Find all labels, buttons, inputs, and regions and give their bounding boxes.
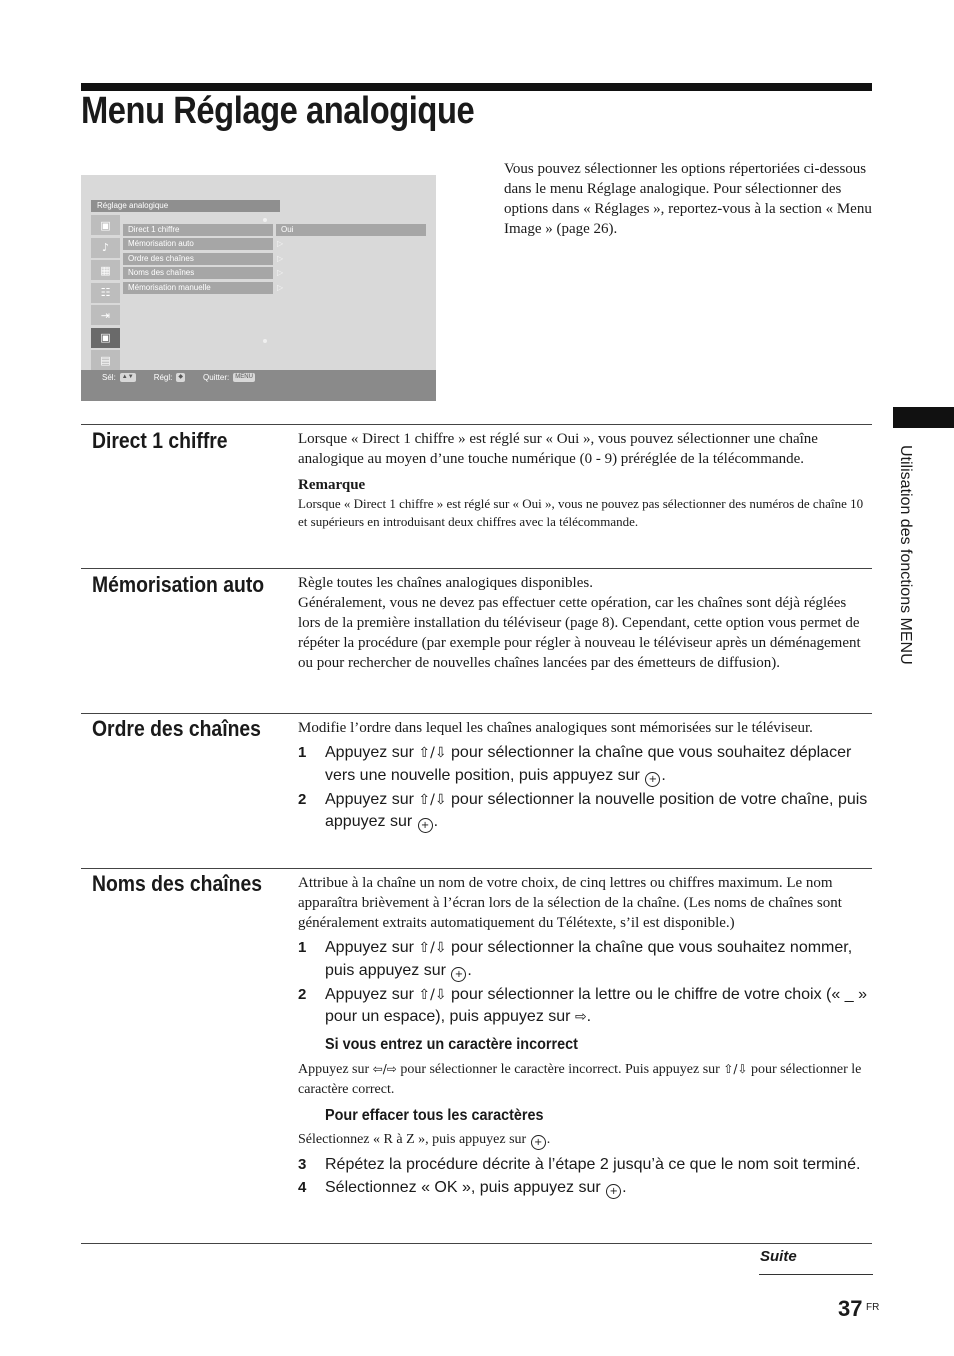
intro-text: Vous pouvez sélectionner les options répertoriées ci-dessous dans le menu Réglage analogique. Pour sélectionner des options dans « Réglages », reportez-vous à la section « Menu Image » (page 26). — [504, 161, 872, 237]
ok-button-icon: + — [418, 818, 433, 833]
ok-key-icon: ◆ — [178, 374, 183, 380]
ok-button-icon: + — [451, 967, 466, 982]
analog-setup-icon: ▣ — [91, 328, 120, 348]
tv-menu-item: Direct 1 chiffre — [123, 224, 273, 236]
right-arrow-icon: ⇨ — [574, 1009, 587, 1025]
section-divider — [81, 1243, 872, 1244]
leftright-arrow-icon: ⇦/⇨ — [372, 1061, 397, 1076]
chevron-right-icon: ▷ — [277, 239, 284, 249]
subtext-erase: Sélectionnez « R à Z », puis appuyez sur + . — [298, 1131, 551, 1148]
updown-arrow-icon: ⇧/⇩ — [418, 986, 447, 1003]
tv-menu-item: Ordre des chaînes ▷ — [123, 253, 273, 265]
section-divider — [81, 424, 872, 425]
updown-arrow-icon: ⇧/⇩ — [418, 791, 447, 808]
tv-menu-item: Mémorisation manuelle ▷ — [123, 282, 273, 294]
setup-icon: ☷ — [91, 283, 120, 303]
section-title-ordre: Ordre des chaînes — [92, 716, 261, 741]
auto-text-1: Règle toutes les chaînes analogiques disponibles. — [298, 575, 593, 591]
picture-icon: ▣ — [91, 215, 120, 235]
updown-arrow-icon: ⇧/⇩ — [418, 745, 447, 761]
updown-key-icon: ▲▼ — [121, 374, 134, 380]
section-body-ordre — [298, 718, 872, 835]
section-divider — [81, 713, 872, 714]
section-body-auto — [298, 573, 872, 673]
step-item: 1 Appuyez sur ⇧/⇩ pour sélectionner la chaîne que vous souhaitez nommer, puis appuyez sur + . — [298, 939, 853, 980]
continued-label: Suite — [760, 1248, 797, 1265]
tv-menu-item: Noms des chaînes ▷ — [123, 267, 273, 279]
subheading-incorrect: Si vous entrez un caractère incorrect — [325, 1035, 578, 1053]
ordre-text: Modifie l’ordre dans lequel les chaînes analogiques sont mémorisées sur le téléviseur. — [298, 720, 813, 736]
digital-setup-icon: ▤ — [91, 350, 120, 370]
section-title-direct: Direct 1 chiffre — [92, 428, 228, 453]
step-item: 1 Appuyez sur ⇧/⇩ pour sélectionner la chaîne que vous souhaitez déplacer vers une nouvelle position, puis appuyez sur + . — [298, 744, 852, 785]
step-item: 2 Appuyez sur ⇧/⇩ pour sélectionner la lettre ou le chiffre de votre choix (« _ » pour un espace), puis appuyez sur ⇨. — [298, 985, 867, 1025]
step-item: 3 Répétez la procédure décrite à l’étape 2 jusqu’à ce que le nom soit terminé. — [298, 1155, 861, 1173]
section-body-direct — [298, 429, 872, 531]
sound-icon: ♪ — [91, 238, 120, 258]
footer-quit-label: Quitter: — [203, 373, 230, 382]
updown-arrow-icon: ⇧/⇩ — [723, 1061, 748, 1076]
step-item: 2 Appuyez sur ⇧/⇩ pour sélectionner la nouvelle position de votre chaîne, puis appuyez sur + . — [298, 790, 868, 831]
noms-text: Attribue à la chaîne un nom de votre choix, de cinq lettres ou chiffres maximum. Le nom apparaîtra brièvement à l’écran lors de la sélection de la chaîne. (Les noms de chaînes sont généralement extraits automatiquement du Télétexte, s’il est disponible.) — [298, 875, 842, 931]
section-body-noms — [298, 873, 872, 1201]
footer-regl-label: Régl: — [153, 373, 173, 382]
page-language: FR — [866, 1302, 880, 1313]
ordre-steps — [298, 742, 872, 833]
updown-arrow-icon: ⇧/⇩ — [418, 940, 447, 956]
ok-button-icon: + — [531, 1135, 546, 1150]
subtext-incorrect: Appuyez sur ⇦/⇨ pour sélectionner le caractère incorrect. Puis appuyez sur ⇧/⇩ pour sélectionner le caractère correct. — [298, 1061, 862, 1097]
tv-menu-footer — [102, 373, 255, 382]
page-title: Menu Réglage analogique — [81, 90, 475, 132]
step-item: 4 Sélectionnez « OK », puis appuyez sur + . — [298, 1179, 627, 1197]
footer-sel-label: Sél: — [102, 373, 116, 382]
direct-text: Lorsque « Direct 1 chiffre » est réglé sur « Oui », vous pouvez sélectionner une chaîne analogique au moyen d’une touche numérique (0 - 9) préréglée de la télécommande. — [298, 431, 818, 467]
tv-menu-screenshot — [81, 175, 436, 401]
section-divider — [81, 868, 872, 869]
side-chapter-label: Utilisation des fonctions MENU — [897, 445, 914, 665]
tv-menu-items — [123, 224, 284, 296]
ok-button-icon: + — [645, 772, 660, 787]
tv-menu-value: Oui — [276, 224, 426, 236]
side-tab-marker — [893, 407, 954, 428]
input-icon: ⇥ — [91, 305, 120, 325]
menu-key: MENU — [235, 374, 253, 380]
tv-menu-icon-column — [91, 215, 120, 373]
features-icon: ▦ — [91, 260, 120, 280]
chevron-right-icon: ▷ — [277, 253, 284, 263]
section-divider — [81, 568, 872, 569]
scroll-down-dot — [263, 339, 267, 343]
chevron-right-icon: ▷ — [277, 282, 284, 292]
subheading-erase: Pour effacer tous les caractères — [325, 1106, 544, 1124]
scroll-up-dot — [263, 218, 267, 222]
section-title-auto: Mémorisation auto — [92, 572, 265, 597]
note-heading: Remarque — [298, 477, 366, 493]
noms-steps-continued — [298, 1154, 872, 1200]
continued-rule — [759, 1274, 873, 1275]
noms-steps — [298, 937, 872, 1029]
tv-menu-item: Mémorisation auto ▷ — [123, 238, 273, 250]
page-number: 37 — [838, 1296, 863, 1321]
section-title-noms: Noms des chaînes — [92, 871, 263, 896]
auto-text-2: Généralement, vous ne devez pas effectuer cette opération, car les chaînes sont déjà réglées lors de la première installation du téléviseur (page 8). Cependant, cette option vous permet de répéter la procédure (par exemple pour régler à nouveau le téléviseur après un déménagement ou pour rechercher de nouvelles chaînes lancées par des émetteurs de diffusion). — [298, 595, 861, 671]
note-text: Lorsque « Direct 1 chiffre » est réglé sur « Oui », vous ne pouvez pas sélectionner des numéros de chaîne 10 et supérieurs en introduisant deux chiffres avec la télécommande. — [298, 496, 864, 529]
tv-menu-title: Réglage analogique — [91, 200, 280, 212]
ok-button-icon: + — [606, 1184, 621, 1199]
chevron-right-icon: ▷ — [277, 268, 284, 278]
